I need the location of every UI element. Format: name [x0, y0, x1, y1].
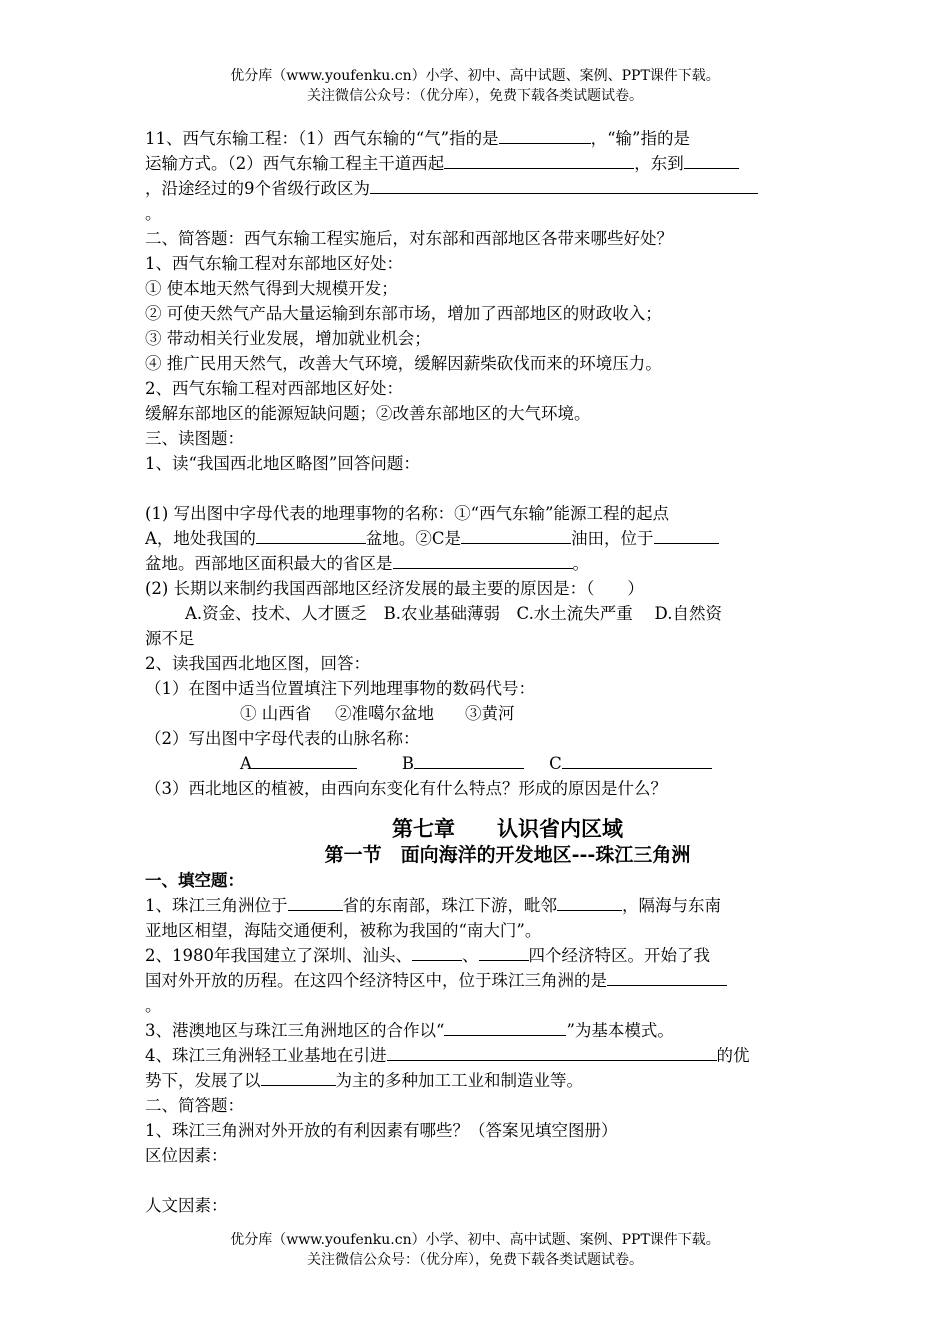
footer-line-2: 关注微信公众号：（优分库），免费下载各类试题试卷。: [307, 1252, 643, 1268]
map-q1-part2: (2) 长期以来制约我国西部地区经济发展的最主要的原因是：（ ）: [145, 579, 644, 598]
map-question-2: 2、读我国西北地区图，回答：: [145, 654, 370, 673]
page-footer: [0, 1230, 950, 1270]
blank[interactable]: [288, 893, 343, 911]
map-q2-sub1: （1）在图中适当位置填注下列地理事物的数码代号：: [145, 679, 535, 698]
page-header: [0, 66, 950, 106]
map-q1-options-cont: 源不足: [145, 629, 195, 648]
blank[interactable]: [557, 893, 622, 911]
map-q1-part1-end: 盆地。西部地区面积最大的省区是 。: [145, 551, 810, 576]
blank[interactable]: [654, 526, 719, 544]
blank[interactable]: [607, 968, 727, 986]
blank[interactable]: [256, 526, 366, 544]
document-body: [145, 126, 810, 1218]
short-answer-2-q1: 1、珠江三角洲对外开放的有利因素有哪些？（答案见填空图册）: [145, 1121, 618, 1140]
location-factors: 区位因素：: [145, 1146, 228, 1165]
map-q1-part1: (1) 写出图中字母代表的地理事物的名称：①“西气东输”能源工程的起点: [145, 504, 669, 523]
q11-line-4: 。: [145, 204, 162, 223]
fill-blank-title: 一、填空题：: [145, 871, 244, 890]
blank[interactable]: [479, 943, 529, 961]
fill-q1-line1: 1、珠江三角洲位于 省的东南部，珠江下游，毗邻 ，隔海与东南: [145, 893, 810, 918]
map-q1-part1-cont: A，地处我国的 盆地。②C是 油田，位于: [145, 526, 810, 551]
west-benefits-title: 2、西气东输工程对西部地区好处：: [145, 379, 403, 398]
short-answer-2-title: 二、简答题：: [145, 1096, 244, 1115]
q11-line-1: 11、西气东输工程：（1）西气东输的“气”指的是 ，“输”指的是: [145, 126, 810, 151]
blank[interactable]: [412, 943, 462, 961]
blank[interactable]: [393, 551, 573, 569]
footer-line-1: 优分库（www.youfenku.cn）小学、初中、高中试题、案例、PPT课件下载。: [230, 1232, 720, 1248]
blank[interactable]: [370, 176, 758, 194]
q11-line-3: ，沿途经过的9个省级行政区为: [145, 176, 810, 201]
fill-q4-line2: 势下，发展了以 为主的多种加工工业和制造业等。: [145, 1068, 810, 1093]
blank[interactable]: [252, 751, 357, 769]
chapter-title: 第七章 认识省内区域: [392, 816, 623, 841]
q11-line-2: 运输方式。（2）西气东输工程主干道西起 ，东到: [145, 151, 810, 176]
blank[interactable]: [414, 751, 524, 769]
east-benefit-1: ① 使本地天然气得到大规模开发；: [145, 279, 398, 298]
blank[interactable]: [499, 126, 591, 144]
fill-q2-line2: 国对外开放的历程。在这四个经济特区中，位于珠江三角洲的是: [145, 968, 810, 993]
short-answer-title: 二、简答题：西气东输工程实施后，对东部和西部地区各带来哪些好处？: [145, 229, 673, 248]
fill-q3: 3、港澳地区与珠江三角洲地区的合作以“ ”为基本模式。: [145, 1018, 810, 1043]
map-q2-sub2: （2）写出图中字母代表的山脉名称：: [145, 729, 420, 748]
map-q2-mountains: A B C: [145, 751, 810, 776]
blank[interactable]: [461, 526, 571, 544]
east-benefits-title: 1、西气东输工程对东部地区好处：: [145, 254, 403, 273]
human-factors: 人文因素：: [145, 1196, 228, 1215]
fill-q2-line1: 2、1980年我国建立了深圳、汕头、 、 四个经济特区。开始了我: [145, 943, 810, 968]
section-title: 第一节 面向海洋的开发地区---珠江三角洲: [324, 844, 691, 866]
map-question-1: 1、读“我国西北地区略图”回答问题：: [145, 454, 420, 473]
blank[interactable]: [261, 1068, 336, 1086]
map-q2-items: ① 山西省 ②准噶尔盆地 ③黄河: [240, 704, 515, 723]
east-benefit-3: ③ 带动相关行业发展，增加就业机会；: [145, 329, 431, 348]
map-q2-sub3: （3）西北地区的植被，由西向东变化有什么特点？形成的原因是什么？: [145, 779, 667, 798]
blank[interactable]: [684, 151, 739, 169]
blank[interactable]: [387, 1043, 717, 1061]
header-line-1: 优分库（www.youfenku.cn）小学、初中、高中试题、案例、PPT课件下载。: [230, 68, 720, 84]
fill-q2-line3: 。: [145, 996, 162, 1015]
map-reading-title: 三、读图题：: [145, 429, 244, 448]
fill-q1-line2: 亚地区相望，海陆交通便利，被称为我国的“南大门”。: [145, 921, 542, 940]
blank[interactable]: [444, 1018, 566, 1036]
blank[interactable]: [444, 151, 634, 169]
east-benefit-2: ② 可使天然气产品大量运输到东部市场，增加了西部地区的财政收入；: [145, 304, 662, 323]
map-q1-options: A.资金、技术、人才匮乏 B.农业基础薄弱 C.水土流失严重 D.自然资: [185, 604, 722, 623]
east-benefit-4: ④ 推广民用天然气，改善大气环境，缓解因薪柴砍伐而来的环境压力。: [145, 354, 662, 373]
header-line-2: 关注微信公众号：（优分库），免费下载各类试题试卷。: [307, 88, 643, 104]
blank[interactable]: [562, 751, 712, 769]
fill-q4-line1: 4、珠江三角洲轻工业基地在引进 的优: [145, 1043, 810, 1068]
west-benefit-1: 缓解东部地区的能源短缺问题；②改善东部地区的大气环境。: [145, 404, 591, 423]
